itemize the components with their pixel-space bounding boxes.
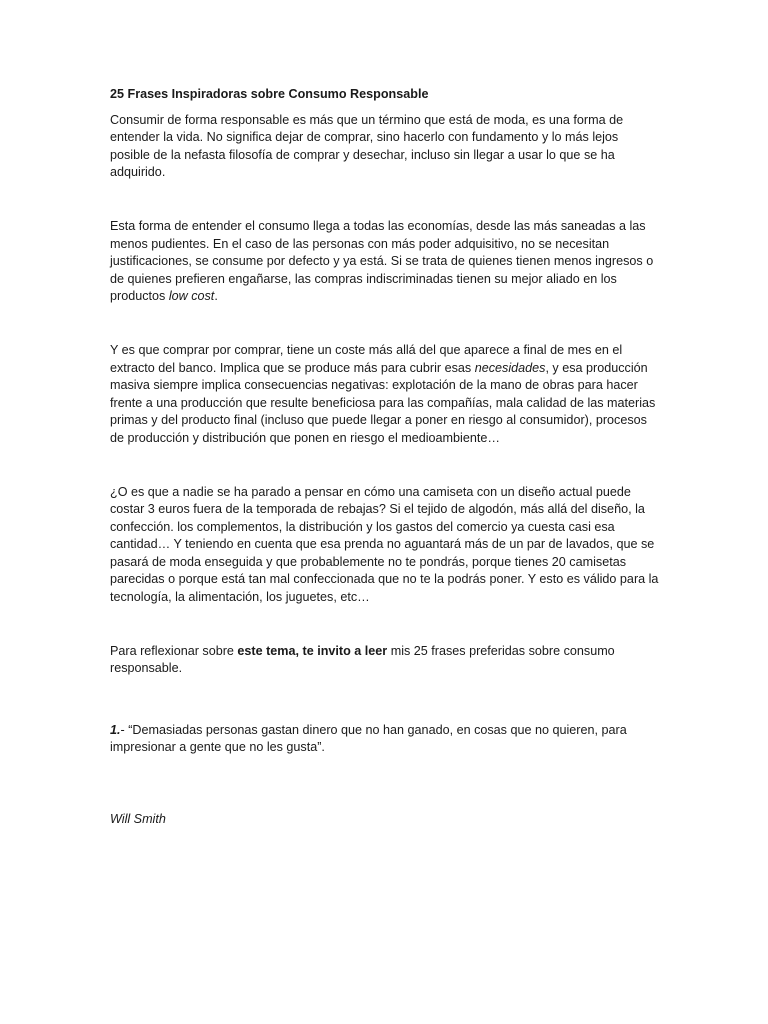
paragraph-tshirt-text: ¿O es que a nadie se ha parado a pensar en cómo una camiseta con un diseño actual puede costar 3 euros fuera de la temporada de rebajas? Si el tejido de algodón, más allá del diseño, la confección. los complementos, la distribución y los gastos del comercio ya cuesta casi esa cantidad… Y teniendo en cuenta que esa prenda no aguantará más de un par de lavados, que se pasará de moda enseguida y que probablemente no te pondrás, porque tienes 20 camisetas parecidas o porque está tan mal confeccionada que no te la podrás poner. Y esto es válido para la tecnología, la alimentación, los juguetes, etc… (110, 484, 659, 605)
paragraph-intro-text: Consumir de forma responsable es más que un término que está de moda, es una forma de entender la vida. No significa dejar de comprar, sino hacerlo con fundamento y lo más lejos posible de la nefasta filosofía de comprar y desechar, incluso sin llegar a usar lo que se ha adquirido. (110, 112, 624, 180)
quote-number: 1. (110, 722, 121, 737)
paragraph-invite (110, 643, 660, 678)
document-body (110, 86, 660, 829)
necesidades-term: necesidades (474, 360, 546, 375)
quote-author: Will Smith (110, 812, 166, 827)
paragraph-invite-end: mis 25 frases preferidas sobre consumo responsable. (110, 643, 615, 676)
document-title: 25 Frases Inspiradoras sobre Consumo Responsable (110, 87, 429, 101)
paragraph-invite-bold: este tema, te invito a leer (237, 643, 388, 658)
quote-1 (110, 722, 660, 757)
paragraph-tshirt (110, 484, 660, 607)
quote-text: - “Demasiadas personas gastan dinero que no han ganado, en cosas que no quieren, para impresionar a gente que no les gusta”. (110, 722, 627, 755)
paragraph-cost-end: , y esa producción masiva siempre implica consecuencias negativas: explotación de la mano de obras para hacer frente a una producción que resulte beneficiosa para las compañías, mala calidad de las materias primas y del producto final (incluso que puede llegar a poner en riesgo al consumidor), procesos de producción y distribución que ponen en riesgo el medioambiente… (110, 360, 656, 445)
paragraph-cost (110, 342, 660, 448)
paragraph-economies-text: Esta forma de entender el consumo llega a todas las economías, desde las más saneadas a las menos pudientes. En el caso de las personas con más poder adquisitivo, no se necesitan justificaciones, se consume por defecto y ya está. Si se trata de quienes tienen menos ingresos o de quienes prefieren engañarse, las compras indiscriminadas tienen su mejor aliado en los productos (110, 218, 654, 304)
paragraph-invite-text: Para reflexionar sobre (110, 643, 238, 658)
paragraph-economies-end: . (214, 289, 218, 304)
paragraph-intro (110, 112, 660, 182)
paragraph-cost-text: Y es que comprar por comprar, tiene un coste más allá del que aparece a final de mes en el extracto del banco. Implica que se produce más para cubrir esas (110, 342, 623, 375)
paragraph-economies (110, 218, 660, 306)
low-cost-term: low cost (168, 289, 215, 304)
